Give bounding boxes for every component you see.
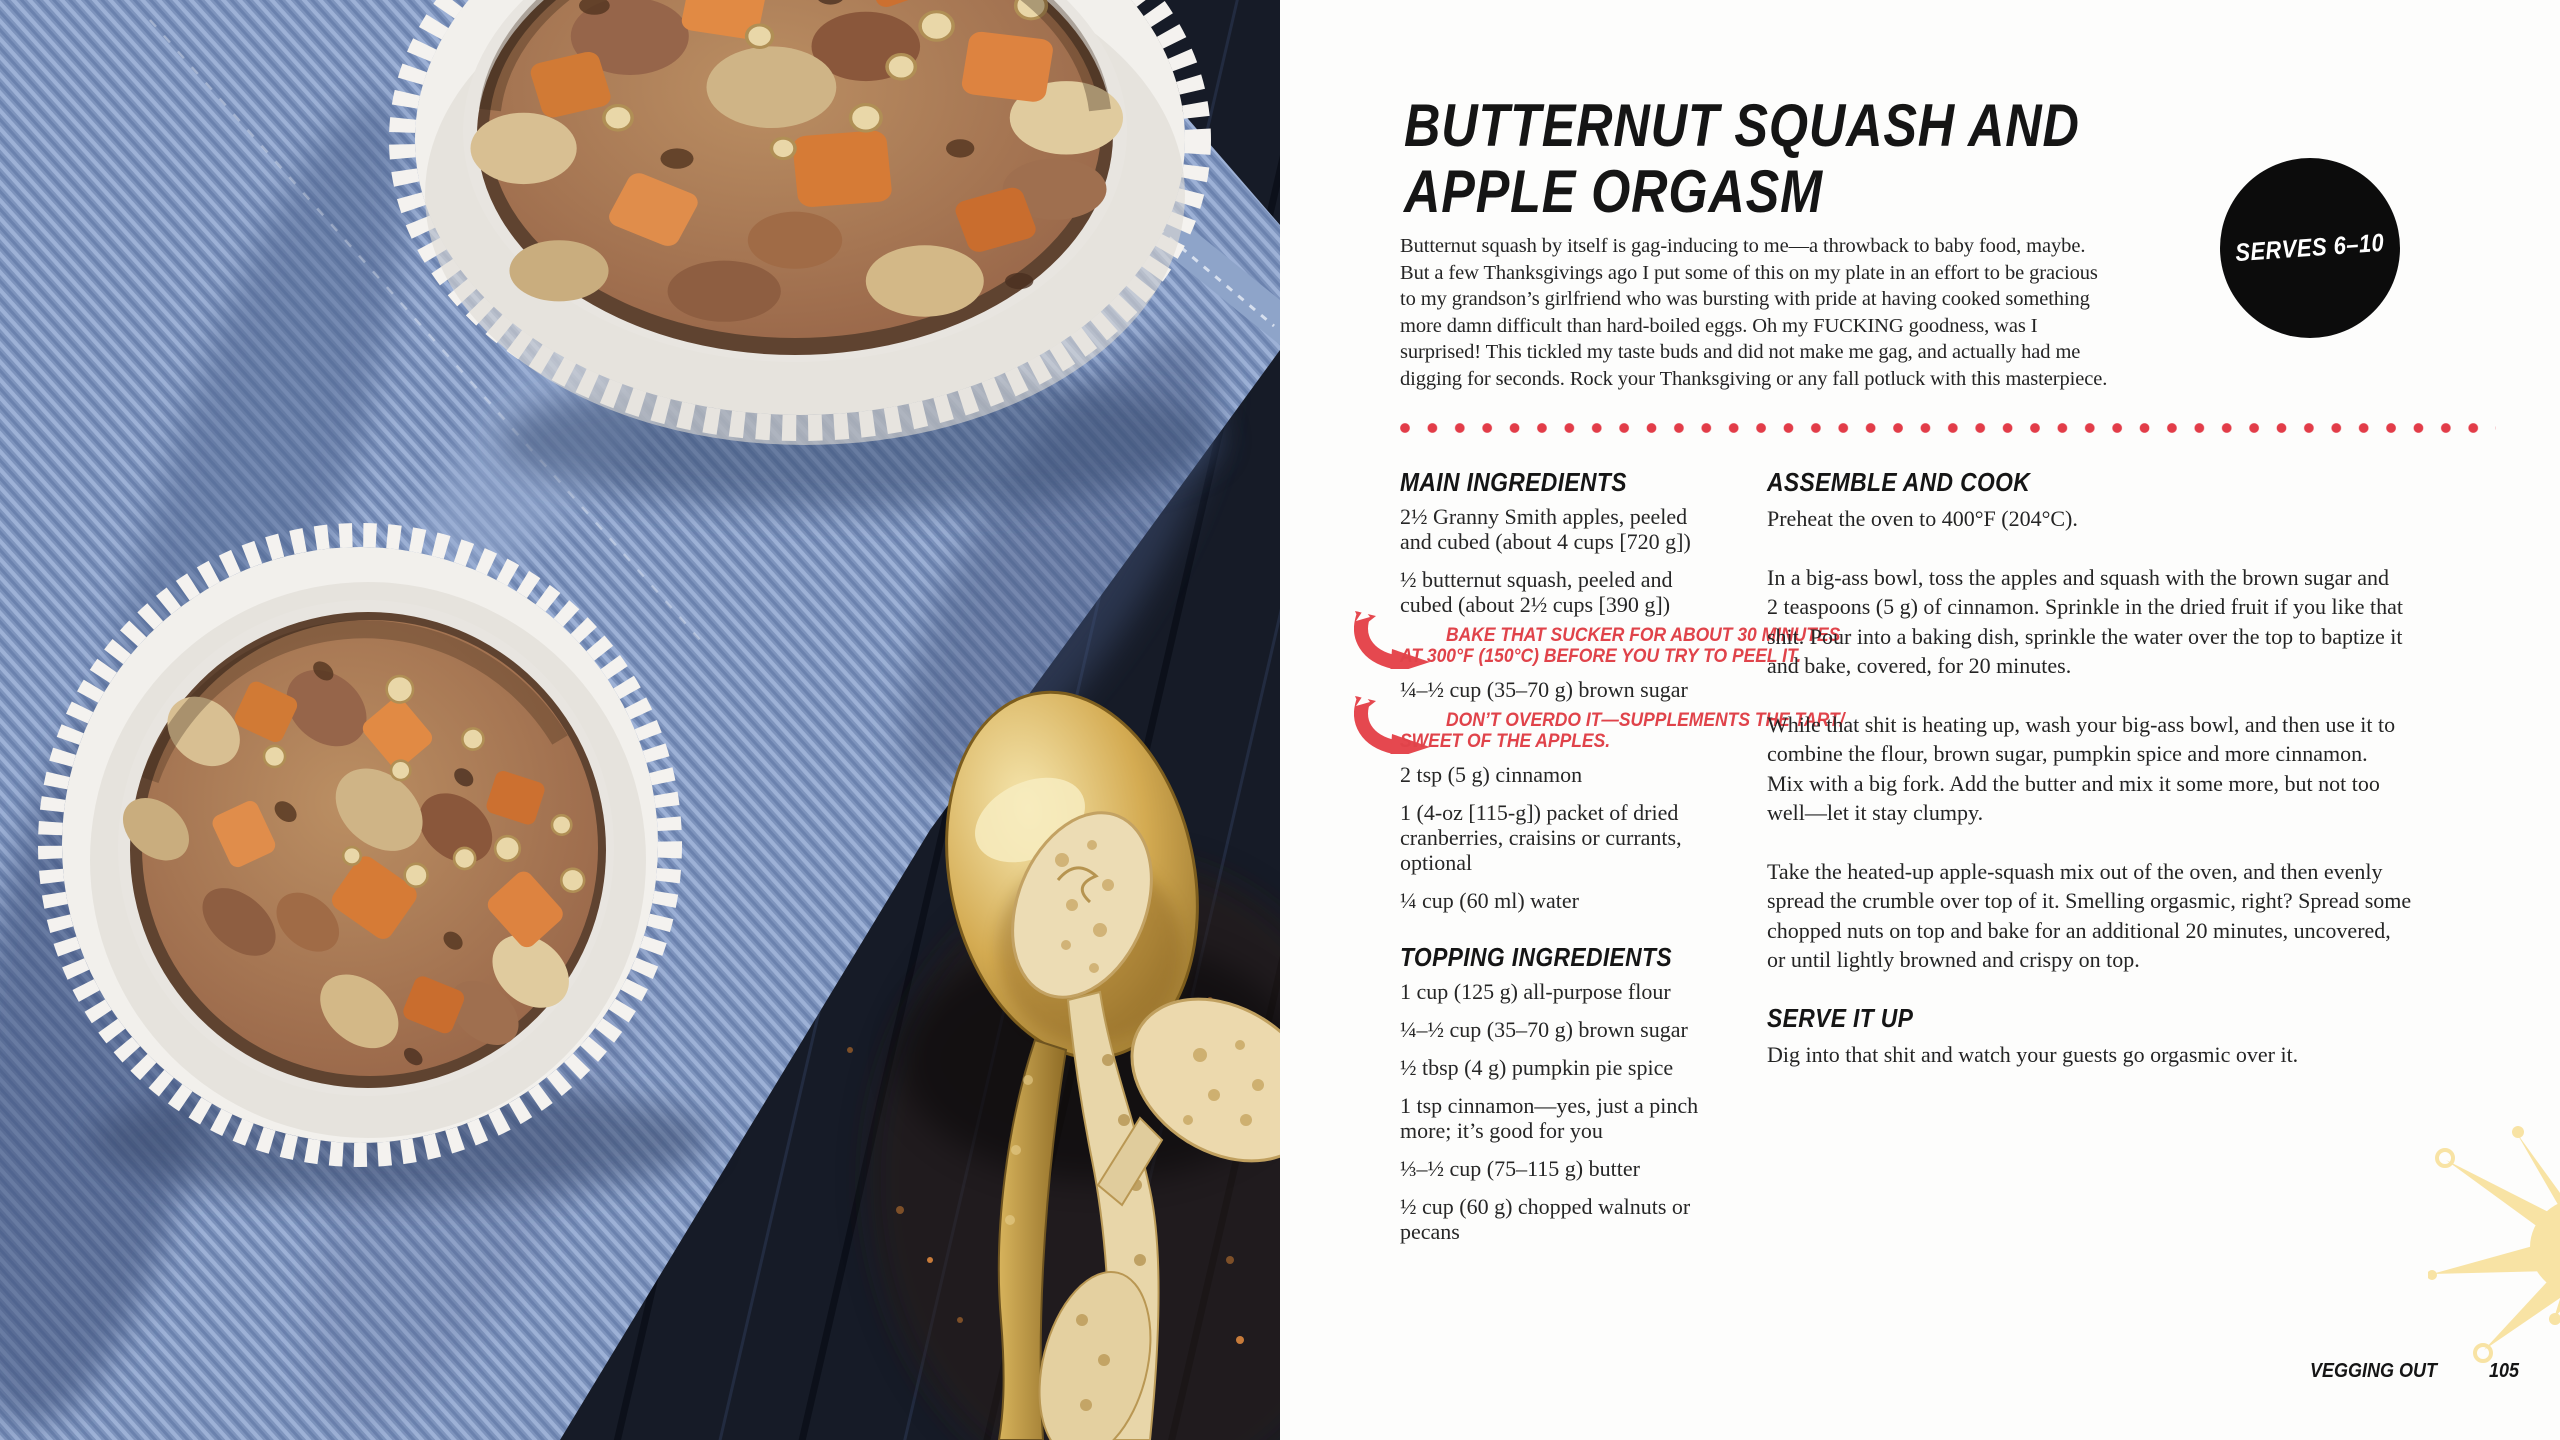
ingredient-item	[1400, 1156, 1745, 1181]
text-line: Butternut squash by itself is gag-inducing to me—a throwback to baby food, maybe.	[1400, 235, 2086, 257]
text-line: or until lightly browned and crispy on top.	[1767, 947, 2140, 972]
text-line: ¼–½ cup (35–70 g) brown sugar	[1400, 1017, 1688, 1042]
text-line: surprised! This tickled my taste buds and did not make me gag, and actually had me	[1400, 341, 2081, 363]
ingredient-item	[1400, 677, 1745, 702]
text-line: 2 teaspoons (5 g) of cinnamon. Sprinkle in the dried fruit if you like that	[1767, 594, 2404, 619]
text-line: Preheat the oven to 400°F (204°C).	[1767, 506, 2078, 531]
text-line: Mix with a big fork. Add the butter and mix it some more, but not too	[1767, 770, 2380, 796]
method-paragraph	[1767, 857, 2532, 975]
note-line: DON’T OVERDO IT—SUPPLEMENTS THE TART/	[1446, 710, 1845, 731]
margin-note	[1400, 710, 1845, 752]
ingredient-item	[1400, 1194, 1745, 1244]
text-line: 1 cup (125 g) all-purpose flour	[1400, 979, 1671, 1004]
text-line: ¼ cup (60 ml) water	[1400, 888, 1579, 913]
starburst-icon	[2428, 1122, 2560, 1384]
text-line: Take the heated-up apple-squash mix out of the oven, and then evenly	[1767, 858, 2383, 884]
text-line: 1 (4-oz [115-g]) packet of dried	[1400, 800, 1679, 825]
method-paragraph	[1767, 504, 2532, 534]
serve-paragraph	[1767, 1040, 2532, 1070]
method-paragraph	[1767, 563, 2532, 681]
serves-badge-label: SERVES 6–10	[2234, 228, 2386, 267]
text-line: chopped nuts on top and bake for an additional 20 minutes, uncovered,	[1767, 917, 2391, 943]
text-line: Dig into that shit and watch your guests go orgasmic over it.	[1767, 1041, 2299, 1067]
text-line: 2½ Granny Smith apples, peeled	[1400, 504, 1688, 529]
recipe-page	[1280, 0, 2560, 1440]
footer-section-label: VEGGING OUT	[2310, 1360, 2438, 1382]
title-line: BUTTERNUT SQUASH AND	[1404, 92, 2080, 160]
ingredient-item	[1400, 800, 1745, 875]
text-line: ¼–½ cup (35–70 g) brown sugar	[1400, 677, 1688, 702]
note-line: SWEET OF THE APPLES.	[1400, 731, 1611, 752]
footer-page-number: 105	[2489, 1360, 2520, 1382]
text-line: more; it’s good for you	[1400, 1118, 1603, 1143]
text-line: combine the flour, brown sugar, pumpkin spice and more cinnamon.	[1767, 741, 2368, 766]
method-column	[1767, 468, 2532, 1069]
ingredient-item	[1400, 504, 1745, 554]
intro-paragraph	[1400, 233, 2107, 392]
ingredient-item	[1400, 762, 1745, 787]
ingredient-item	[1400, 567, 1745, 617]
text-line: well—let it stay clumpy.	[1767, 800, 1984, 825]
serve-heading: SERVE IT UP	[1767, 1002, 1914, 1033]
method-paragraph	[1767, 710, 2532, 828]
ingredient-item	[1400, 1017, 1745, 1042]
text-line: spread the crumble over top of it. Smelling orgasmic, right? Spread some	[1767, 888, 2412, 913]
text-line: While that shit is heating up, wash your big-ass bowl, and then use it to	[1767, 711, 2396, 737]
dotted-divider	[1400, 421, 2496, 435]
topping-ingredients-heading: TOPPING INGREDIENTS	[1400, 942, 1672, 972]
text-line: ⅓–½ cup (75–115 g) butter	[1400, 1156, 1640, 1181]
main-ingredients-heading: MAIN INGREDIENTS	[1400, 467, 1627, 497]
text-line: and cubed (about 4 cups [720 g])	[1400, 529, 1691, 554]
margin-note	[1400, 625, 1841, 667]
text-line: cubed (about 2½ cups [390 g])	[1400, 592, 1671, 617]
text-line: 2 tsp (5 g) cinnamon	[1400, 762, 1583, 787]
assemble-heading: ASSEMBLE AND COOK	[1767, 467, 2031, 497]
text-line: pecans	[1400, 1219, 1460, 1244]
text-line: to my grandson’s girlfriend who was bursting with pride at having cooked something	[1400, 288, 2090, 310]
note-line: BAKE THAT SUCKER FOR ABOUT 30 MINUTES	[1446, 625, 1841, 646]
text-line: shit. Pour into a baking dish, sprinkle the water over the top to baptize it	[1767, 623, 2403, 649]
text-line: ½ butternut squash, peeled and	[1400, 567, 1673, 592]
text-line: But a few Thanksgivings ago I put some of this on my plate in an effort to be gracious	[1400, 261, 2098, 284]
text-line: 1 tsp cinnamon—yes, just a pinch	[1400, 1093, 1699, 1118]
text-line: optional	[1400, 850, 1473, 875]
text-line: and bake, covered, for 20 minutes.	[1767, 653, 2072, 678]
page-title	[1404, 93, 2208, 225]
serves-badge	[2220, 158, 2400, 338]
text-line: ½ tbsp (4 g) pumpkin pie spice	[1400, 1055, 1674, 1080]
text-line: cranberries, craisins or currants,	[1400, 825, 1682, 850]
text-line: more damn difficult than hard-boiled eggs. Oh my FUCKING goodness, was I	[1400, 314, 2038, 337]
text-line: In a big-ass bowl, toss the apples and squash with the brown sugar and	[1767, 564, 2390, 590]
note-line: AT 300°F (150°C) BEFORE YOU TRY TO PEEL IT.	[1400, 646, 1802, 667]
ingredient-item	[1400, 979, 1745, 1004]
ingredient-item	[1400, 888, 1745, 913]
text-line: ½ cup (60 g) chopped walnuts or	[1400, 1194, 1691, 1219]
ingredient-item	[1400, 1093, 1745, 1143]
ingredient-item	[1400, 1055, 1745, 1080]
text-line: digging for seconds. Rock your Thanksgiving or any fall potluck with this masterpiece.	[1400, 367, 2108, 390]
title-line: APPLE ORGASM	[1404, 158, 1823, 226]
